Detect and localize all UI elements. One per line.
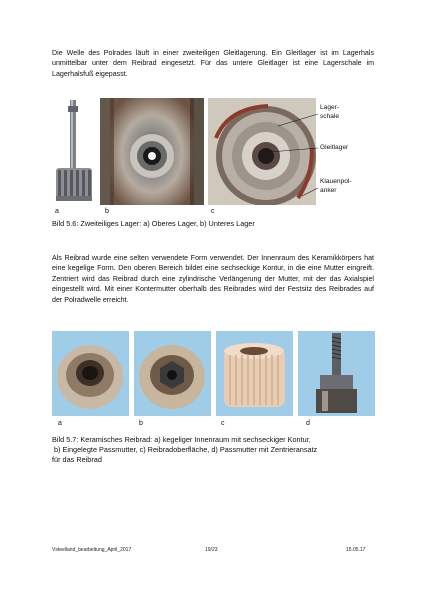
photo-reibrad-surface	[216, 331, 293, 416]
figure-label-a: a	[55, 208, 59, 215]
figure2-label-c: c	[221, 420, 225, 427]
annotation-gleitlager: Gleitlager	[320, 144, 349, 151]
paragraph-bearing: Die Welle des Polrades läuft in einer zweiteiligen Gleitlagerung. Ein Gleitlager ist im Lagerhals unmittelbar unter dem Reibrad eingesetzt. Für das untere Gleitlager ist eine Lagerschale im Lagerhalsfuß eigepasst.	[52, 49, 374, 78]
figure-label-c: c	[211, 208, 215, 215]
footer-left: Vsteelland_bearbeitung_April_2017	[52, 547, 132, 553]
caption-figure-5-7-line3: für das Reibrad	[52, 455, 102, 464]
figure2-label-d: d	[306, 420, 310, 427]
photo-reibrad-nut	[134, 331, 211, 416]
figure2-label-b: b	[139, 420, 143, 427]
annotation-lines	[240, 100, 320, 210]
annotation-klauenpolanker: Klauenpol- anker	[320, 178, 352, 194]
photo-passmutter	[298, 331, 375, 416]
paragraph-reibrad: Als Reibrad wurde eine selten verwendete Form verwendet. Der Innenraum des Keramikkörpers hat eine kegelige Form. Den oberen Bereich bildet eine sechseckige Kontur, in die eine Mutter eingreift. Zentriert wird das Reibrad durch eine zylindrische Verlängerung der Mutter, mit der das Axialspiel eingestellt wird. Mit einer Kontermutter oberhalb des Reibrades wird der Festsitz des Reibrades auf der Polradwelle erreicht.	[52, 254, 374, 304]
figure2-label-a: a	[58, 420, 62, 427]
caption-figure-5-6: Bild 5.6: Zweiteiliges Lager: a) Oberes Lager, b) Unteres Lager	[52, 219, 255, 228]
footer-page-number: 19/23	[205, 547, 218, 553]
photo-upper-bearing	[100, 98, 204, 205]
photo-shaft-rotor	[52, 98, 97, 205]
photo-reibrad-inner	[52, 331, 129, 416]
caption-figure-5-7-line2: b) Eingelegte Passmutter, c) Reibradoberfläche, d) Passmutter mit Zentrieransatz	[54, 445, 318, 454]
annotation-lagerschale: Lager- schale	[320, 104, 340, 120]
caption-figure-5-7-line1: Bild 5.7: Keramisches Reibrad: a) kegeliger Innenraum mit sechseckiger Kontur,	[52, 435, 311, 444]
footer-date: 15.05.17	[346, 547, 366, 553]
figure-label-b: b	[105, 208, 109, 215]
